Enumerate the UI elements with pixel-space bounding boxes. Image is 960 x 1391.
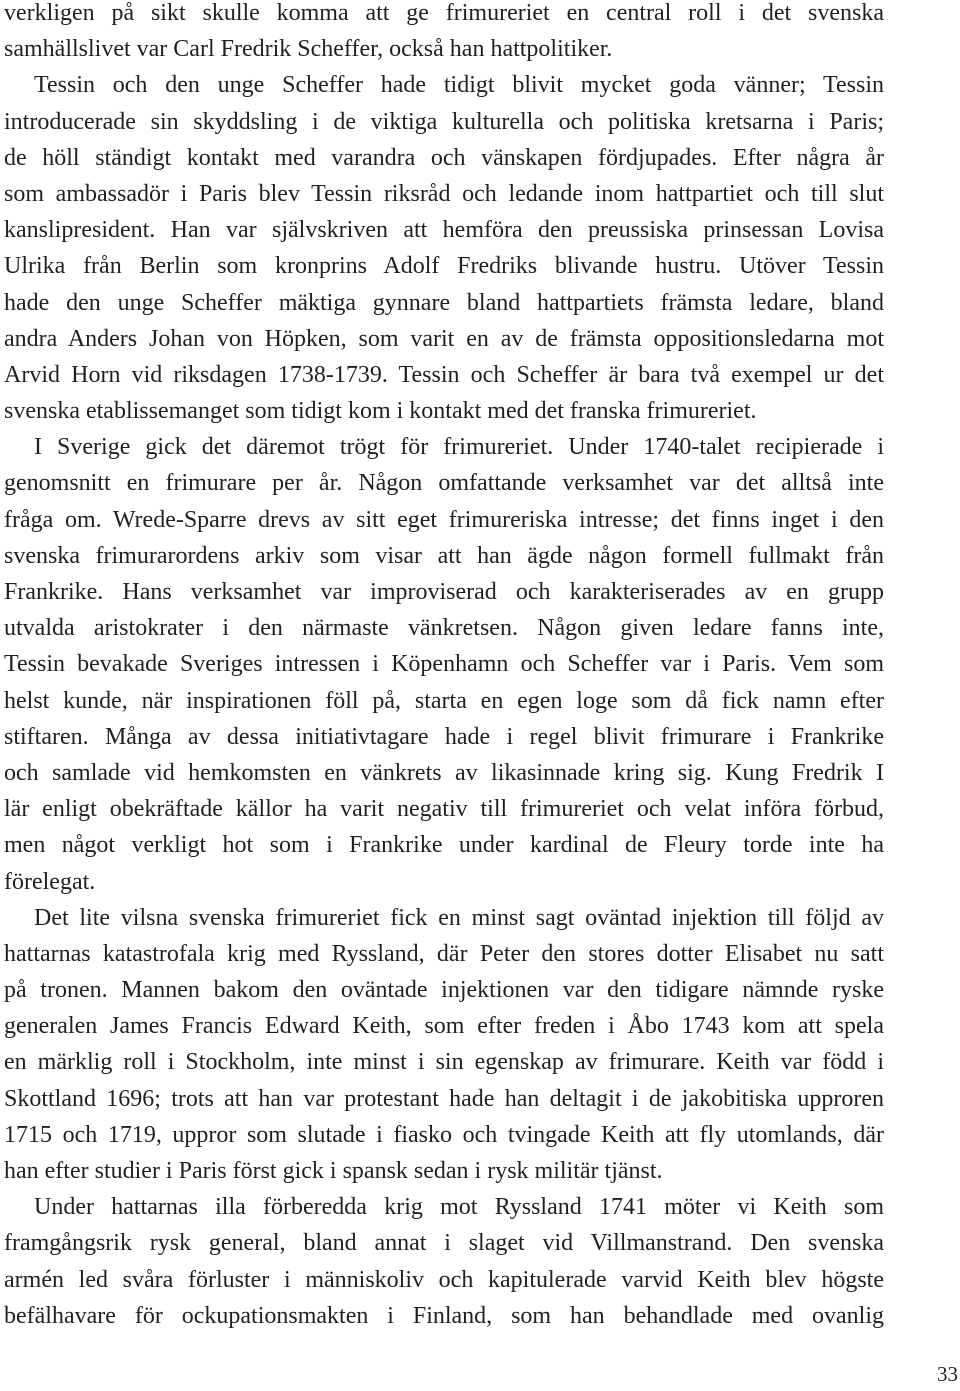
text-line: utvalda aristokrater i den närmaste vänkretsen. Någon given ledare fanns inte, (4, 615, 884, 642)
text-line: armén led svåra förluster i människoliv och kapitulerade varvid Keith blev högste (4, 1266, 884, 1293)
text-line: förelegat. (4, 868, 96, 895)
text-line: stiftaren. Många av dessa initiativtagare hade i regel blivit frimurare i Frankrike (4, 723, 884, 750)
text-line: de höll ständigt kontakt med varandra och vänskapen fördjupades. Efter några år (4, 144, 884, 171)
text-line: framgångsrik rysk general, bland annat i slaget vid Villmanstrand. Den svenska (4, 1230, 884, 1257)
text-line: kanslipresident. Han var självskriven att hemföra den preussiska prinsessan Lovisa (4, 217, 884, 244)
text-line: verkligen på sikt skulle komma att ge frimureriet en central roll i det svenska (4, 0, 884, 26)
text-line: genomsnitt en frimurare per år. Någon omfattande verksamhet var det alltså inte (4, 470, 884, 497)
text-line: som ambassadör i Paris blev Tessin riksråd och ledande inom hattpartiet och till slut (4, 180, 884, 207)
text-line: fråga om. Wrede-Sparre drevs av sitt eget frimureriska intresse; det finns inget i den (4, 506, 884, 533)
body-text (4, 0, 884, 1334)
text-line: Frankrike. Hans verksamhet var improviserad och karakteriserades av en grupp (4, 579, 884, 605)
text-line: men något verkligt hot som i Frankrike under kardinal de Fleury torde inte ha (4, 832, 884, 859)
text-line: på tronen. Mannen bakom den oväntade injektionen var den tidigare nämnde ryske (4, 977, 884, 1004)
text-line: svenska frimurarordens arkiv som visar att han ägde någon formell fullmakt från (4, 542, 884, 569)
text-line: Tessin och den unge Scheffer hade tidigt blivit mycket goda vänner; Tessin (34, 72, 884, 99)
text-line: introducerade sin skyddsling i de viktiga kulturella och politiska kretsarna i Paris; (4, 108, 884, 135)
page-number: 33 (937, 1362, 958, 1386)
text-line: samhällslivet var Carl Fredrik Scheffer, också han hattpolitiker. (4, 36, 613, 63)
paragraph (4, 0, 884, 67)
text-line: hade den unge Scheffer mäktiga gynnare bland hattpartiets främsta ledare, bland (4, 289, 884, 316)
paragraph (4, 1189, 884, 1334)
text-line: helst kunde, när inspirationen föll på, starta en egen loge som då fick namn efter (4, 687, 884, 714)
text-line: generalen James Francis Edward Keith, som efter freden i Åbo 1743 kom att spela (4, 1013, 884, 1040)
text-line: en märklig roll i Stockholm, inte minst i sin egenskap av frimurare. Keith var född i (4, 1049, 884, 1076)
text-line: Ulrika från Berlin som kronprins Adolf Fredriks blivande hustru. Utöver Tessin (4, 253, 884, 280)
paragraph (4, 429, 884, 899)
text-line: I Sverige gick det däremot trögt för frimureriet. Under 1740-talet recipierade i (34, 434, 884, 461)
text-line: andra Anders Johan von Höpken, som varit en av de främsta oppositionsledarna mot (4, 325, 884, 352)
text-line: Arvid Horn vid riksdagen 1738-1739. Tessin och Scheffer är bara två exempel ur det (4, 361, 884, 388)
text-line: 1715 och 1719, uppror som slutade i fiasko och tvingade Keith att fly utomlands, där (4, 1121, 884, 1148)
text-line: Det lite vilsna svenska frimureriet fick en minst sagt oväntad injektion till följd av (34, 904, 884, 931)
text-line: svenska etablissemanget som tidigt kom i kontakt med det franska frimureriet. (4, 398, 757, 425)
text-line: Tessin bevakade Sveriges intressen i Köpenhamn och Scheffer var i Paris. Vem som (4, 651, 884, 678)
paragraph (4, 900, 884, 1190)
text-line: Skottland 1696; trots att han var protestant hade han deltagit i de jakobitiska upproren (4, 1085, 884, 1112)
text-line: och samlade vid hemkomsten en vänkrets av likasinnade kring sig. Kung Fredrik I (4, 759, 884, 786)
text-line: befälhavare för ockupationsmakten i Finland, som han behandlade med ovanlig (4, 1302, 884, 1329)
text-line: lär enligt obekräftade källor ha varit negativ till frimureriet och velat införa förbud, (4, 796, 884, 823)
text-line: hattarnas katastrofala krig med Ryssland, där Peter den stores dotter Elisabet nu satt (4, 940, 884, 967)
paragraph (4, 67, 884, 429)
text-line: Under hattarnas illa förberedda krig mot Ryssland 1741 möter vi Keith som (34, 1194, 884, 1221)
text-line: han efter studier i Paris först gick i spansk sedan i rysk militär tjänst. (4, 1158, 663, 1184)
